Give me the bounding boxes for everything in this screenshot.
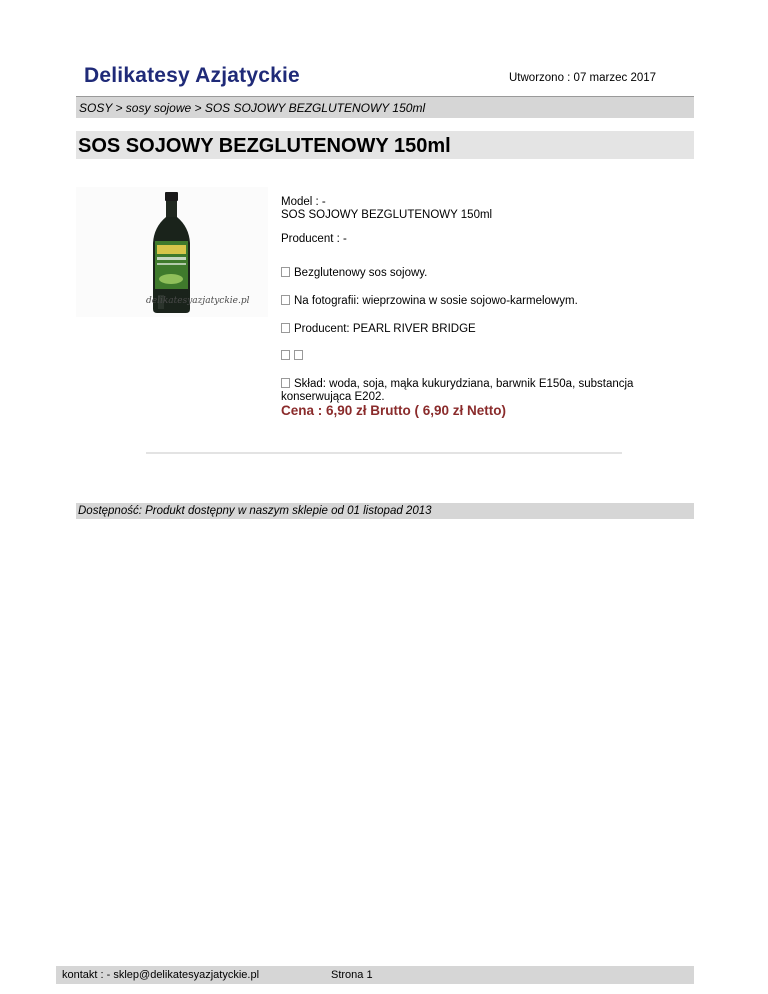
composition-line (281, 377, 633, 391)
product-name-line: SOS SOJOWY BEZGLUTENOWY 150ml (281, 209, 493, 221)
producer-line: Producent : - (281, 233, 347, 245)
bullet-item (281, 294, 578, 308)
composition-text: Skład: woda, soja, mąka kukurydziana, barwnik E150a, substancja (294, 378, 634, 390)
composition-line-2: konserwująca E202. (281, 391, 385, 403)
page-title: SOS SOJOWY BEZGLUTENOWY 150ml (78, 135, 451, 157)
availability-text: Dostępność: Produkt dostępny w naszym sklepie od 01 listopad 2013 (78, 505, 432, 517)
missing-glyph-icon (281, 350, 290, 360)
separator (146, 452, 622, 454)
breadcrumb: SOSY > sosy sojowe > SOS SOJOWY BEZGLUTENOWY 150ml (79, 101, 426, 115)
created-label: Utworzono (509, 72, 564, 84)
missing-glyph-icon (281, 295, 290, 305)
bullet-item (281, 322, 476, 336)
bullet-item (281, 266, 427, 280)
model-line: Model : - (281, 196, 326, 208)
page-number: Strona 1 (331, 969, 373, 981)
footer-contact: kontakt : - sklep@delikatesyazjatyckie.pl (62, 969, 260, 981)
price: Cena : 6,90 zł Brutto ( 6,90 zł Netto) (281, 403, 507, 418)
bullet-text: Producent: PEARL RIVER BRIDGE (294, 323, 476, 335)
missing-glyph-icon (294, 350, 303, 360)
created-date (509, 72, 656, 84)
image-watermark: delikatesyazjatyckie.pl (146, 296, 250, 306)
missing-glyph-icon (281, 267, 290, 277)
empty-bullets (281, 349, 307, 363)
bullet-text: Bezglutenowy sos sojowy. (294, 267, 428, 279)
missing-glyph-icon (281, 378, 290, 388)
bullet-text: Na fotografii: wieprzowina w sosie sojowo-karmelowym. (294, 295, 578, 307)
missing-glyph-icon (281, 323, 290, 333)
created-value: : 07 marzec 2017 (567, 72, 657, 84)
shop-name: Delikatesy Azjatyckie (84, 64, 300, 87)
